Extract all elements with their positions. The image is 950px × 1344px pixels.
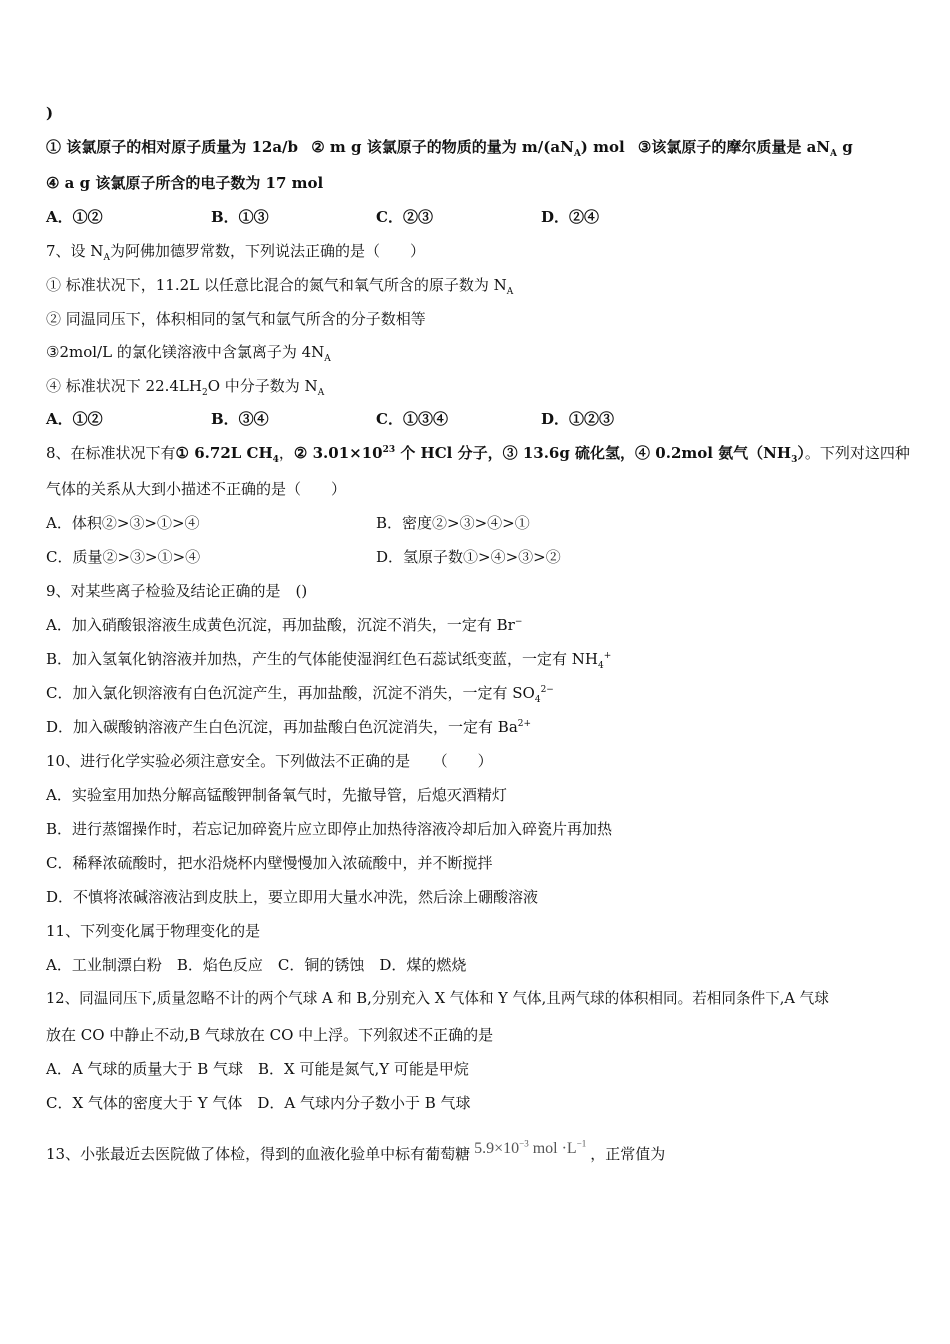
q9-option-a: [46, 615, 522, 635]
q12-options-line1: A．A 气球的质量大于 B 气球 B．X 可能是氮气,Y 可能是甲烷: [46, 1060, 469, 1078]
q10-option-a: A．实验室用加热分解高锰酸钾制备氧气时，先撤导管，后熄灭酒精灯: [46, 786, 507, 804]
q9-a-text: A．加入硝酸银溶液生成黄色沉淀，再加盐酸，沉淀不消失，一定有 Br: [46, 616, 515, 634]
q8-p5: 个 HCl 分子，: [395, 444, 503, 462]
q6-s3: ) mol: [580, 138, 630, 156]
q7-statement-3: [46, 342, 331, 362]
q8-p6: ③ 13.6g 硫化氢，④ 0.2mol 氨气（NH: [502, 444, 792, 462]
q11-stem: 11、下列变化属于物理变化的是: [46, 922, 261, 940]
q8-p4-sup: 23: [382, 445, 396, 455]
q10-option-d: D．不慎将浓碱溶液沾到皮肤上，要立即用大量水冲洗，然后涂上硼酸溶液: [46, 888, 539, 906]
q6-option-d: D．②④: [541, 208, 600, 226]
q6-statement-line2: ④ a g 该氯原子所含的电子数为 17 mol: [46, 174, 324, 192]
q6-s1: ① 该氯原子的相对原子质量为 12a/b: [46, 138, 304, 156]
q9-d-text: D．加入碳酸钠溶液产生白色沉淀，再加盐酸白色沉淀消失，一定有 Ba: [46, 718, 518, 736]
q13-stem: [46, 1139, 665, 1164]
q10-stem: 10、进行化学实验必须注意安全。下列做法不正确的是 （ ）: [46, 752, 493, 770]
formula-exp: −3: [519, 1138, 529, 1149]
q7-stem-b: 为阿佛加德罗常数，下列说法正确的是（ ）: [109, 242, 425, 260]
q6-s2-sub: A: [573, 149, 581, 159]
q13-text-1: 13、小张最近去医院做了体检，得到的血液化验单中标有葡萄糖: [46, 1145, 471, 1163]
q8-option-a: [46, 513, 200, 533]
q7-s1-text: ① 标准状况下，11.2L 以任意比混合的氮气和氧气所含的原子数为 N: [46, 276, 507, 294]
q7-s4-text-a: ④ 标准状况下 22.4LH: [46, 377, 202, 395]
q7-s1-sub: A: [506, 287, 514, 297]
q8-option-c: [46, 547, 200, 567]
q8-p2-sub: 4: [272, 455, 279, 465]
formula-unit-exp: −1: [576, 1138, 587, 1149]
q9-stem: 9、对某些离子检验及结论正确的是 (): [46, 582, 308, 600]
q11-options: A．工业制漂白粉 B．焰色反应 C．铜的锈蚀 D．煤的燃烧: [46, 956, 467, 974]
q9-b-sup: +: [603, 651, 612, 661]
q8-p3: ，: [278, 444, 294, 462]
q12-stem-line2: 放在 CO 中静止不动,B 气球放在 CO 中上浮。下列叙述不正确的是: [46, 1026, 494, 1044]
q7-stem: [46, 241, 425, 261]
q6-s4: ③该氯原子的摩尔质量是 aN: [637, 138, 831, 156]
q7-stem-a: 7、设 N: [46, 242, 104, 260]
q7-option-c: C．①③④: [376, 410, 448, 428]
q8-stem-line2: 气体的关系从大到小描述不正确的是（ ）: [46, 480, 347, 498]
q7-option-d: D．①②③: [541, 410, 615, 428]
q10-option-c: C．稀释浓硫酸时，把水沿烧杯内壁慢慢加入浓硫酸中，并不断搅拌: [46, 854, 493, 872]
q10-option-b: B．进行蒸馏操作时，若忘记加碎瓷片应立即停止加热待溶液冷却后加入碎瓷片再加热: [46, 820, 613, 838]
q12-options-line2: C．X 气体的密度大于 Y 气体 D．A 气球内分子数小于 B 气球: [46, 1094, 471, 1112]
q8-p6-sub: 3: [791, 455, 798, 465]
q9-c-sup: 2−: [540, 685, 554, 695]
q8-p1: 8、在标准状况下有: [46, 444, 176, 462]
q7-option-a: A．①②: [46, 410, 103, 428]
q8-option-c-text: C．质量②>③>①>④: [46, 548, 201, 566]
q9-c-text: C．加入氯化钡溶液有白色沉淀产生，再加盐酸，沉淀不消失，一定有 SO: [46, 684, 535, 702]
q9-option-c: [46, 683, 554, 703]
formula-mantissa: 5.9×10: [474, 1140, 520, 1157]
q7-stem-sub: A: [103, 253, 110, 263]
q8-option-d-text: D．氢原子数①>④>③>②: [376, 548, 561, 566]
q6-paren: ): [46, 104, 54, 122]
q6-s2: ② m g 该氯原子的物质的量为 m/(aN: [311, 138, 574, 156]
q8-p2: ① 6.72L CH: [175, 444, 273, 462]
q7-statement-4: [46, 376, 324, 396]
q9-a-sup: −: [514, 617, 523, 627]
q6-option-c: C．②③: [376, 208, 433, 226]
q7-statement-2: ② 同温同压下，体积相同的氢气和氩气所含的分子数相等: [46, 310, 426, 328]
q6-option-a: A．①②: [46, 208, 103, 226]
q7-statement-1: [46, 275, 513, 295]
q6-statement-line1: [46, 137, 853, 157]
q9-b-sub: 4: [598, 661, 604, 671]
q8-option-b: [376, 513, 530, 533]
q9-option-d: [46, 717, 531, 737]
q8-stem-line1: [46, 443, 910, 463]
glucose-concentration-formula: [474, 1140, 586, 1157]
q7-s4-sub2: A: [317, 388, 325, 398]
formula-unit: mol ·L: [532, 1140, 577, 1157]
q8-option-a-text: A．体积②>③>①>④: [46, 514, 200, 532]
q8-option-b-text: B．密度②>③>④>①: [376, 514, 530, 532]
q9-c-sub: 4: [534, 695, 541, 705]
q9-b-text: B．加入氢氧化钠溶液并加热，产生的气体能使湿润红色石蕊试纸变蓝，一定有 NH: [46, 650, 599, 668]
q6-option-b: B．①③: [211, 208, 269, 226]
q13-text-2: ，正常值为: [590, 1145, 666, 1163]
q7-option-b: B．③④: [211, 410, 269, 428]
q8-p8: 。下列对这四种: [804, 444, 910, 462]
q7-s3-text: ③2mol/L 的氯化镁溶液中含氯离子为 4N: [46, 343, 325, 361]
q7-s4-sub1: 2: [201, 388, 208, 398]
q6-s5: g: [837, 138, 853, 156]
q6-s4-sub: A: [830, 149, 838, 159]
q7-s3-sub: A: [324, 354, 331, 364]
q12-stem-line1: 12、同温同压下,质量忽略不计的两个气球 A 和 B,分别充入 X 气体和 Y 气体,且两气球的体积相同。若相同条件下,A 气球: [46, 990, 829, 1007]
q7-s4-text-b: O 中分子数为 N: [207, 377, 318, 395]
q8-p4: ② 3.01×10: [293, 444, 383, 462]
q8-p7: ）: [797, 444, 805, 462]
q9-option-b: [46, 649, 611, 669]
q8-option-d: [376, 547, 561, 567]
q9-d-sup: 2+: [517, 719, 532, 729]
